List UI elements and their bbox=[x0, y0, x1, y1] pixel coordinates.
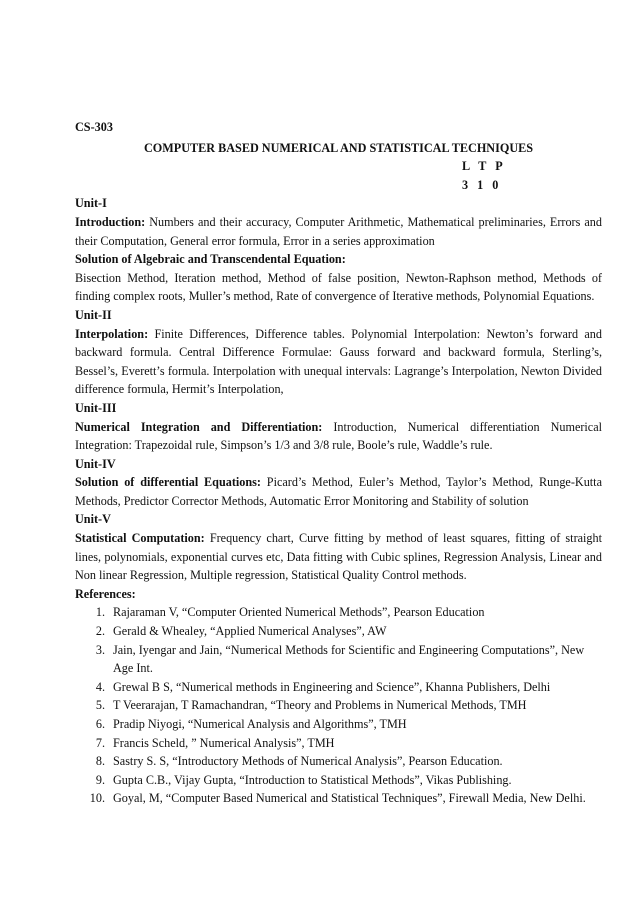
reference-number: 6. bbox=[95, 717, 105, 731]
reference-text: Goyal, M, “Computer Based Numerical and Statistical Techniques”, Firewall Media, New Delhi. bbox=[113, 791, 586, 806]
reference-item bbox=[75, 789, 602, 808]
reference-item bbox=[75, 678, 602, 697]
reference-number: 4. bbox=[95, 679, 105, 694]
topic-text: Introduction, Numerical differentiation Numerical Integration: Trapezoidal rule, Simpson’s 1/3 and 3/8 rule, Boole’s rule, Waddle’s rule. bbox=[75, 419, 602, 453]
references-heading: References: bbox=[75, 586, 136, 601]
unit-paragraph bbox=[75, 473, 602, 510]
topic-text: Frequency chart, Curve fitting by method of least squares, fitting of straight lines, polynomials, exponential curves etc, Data fitting with Cubic splines, Regression Analysis, Linear and Non linear Regression, Multiple regression, Statistical Quality Control methods. bbox=[75, 531, 602, 583]
unit-paragraph bbox=[75, 325, 602, 399]
reference-number: 2. bbox=[95, 624, 105, 639]
reference-item bbox=[75, 696, 602, 715]
topic-label: Statistical Computation: bbox=[75, 531, 205, 546]
topic-label: Interpolation: bbox=[75, 326, 149, 341]
reference-item bbox=[75, 734, 602, 753]
unit-subheading: Solution of Algebraic and Transcendental Equation: bbox=[75, 252, 346, 267]
reference-item bbox=[75, 715, 602, 734]
unit-heading: Unit-II bbox=[75, 307, 112, 322]
reference-number: 10. bbox=[89, 791, 105, 806]
unit-paragraph bbox=[75, 213, 602, 250]
unit-heading: Unit-I bbox=[75, 196, 107, 211]
unit-heading: Unit-III bbox=[75, 400, 117, 415]
topic-text: Finite Differences, Difference tables. Polynomial Interpolation: Newton’s forward and backward formula. Central Difference Formulae: Gauss forward and backward formula, Sterling’s, Bessel’s, Everett’s formula. Interpolation with unequal intervals: Lagrange’s Interpolation, Newton Divided difference formula, Hermit’s Interpolation, bbox=[75, 326, 602, 397]
topic-label: Introduction: bbox=[75, 214, 146, 229]
topic-text: Picard’s Method, Euler’s Method, Taylor’s Method, Runge-Kutta Methods, Predictor Corrector Methods, Automatic Error Monitoring and Stability of solution bbox=[75, 475, 602, 508]
ltp-values: 3 1 0 bbox=[462, 177, 499, 192]
course-title: COMPUTER BASED NUMERICAL AND STATISTICAL TECHNIQUES bbox=[143, 140, 534, 155]
unit-heading: Unit-IV bbox=[75, 456, 116, 471]
unit-heading: Unit-V bbox=[75, 512, 111, 527]
reference-number: 8. bbox=[95, 754, 105, 769]
reference-number: 5. bbox=[95, 698, 105, 713]
reference-item bbox=[75, 603, 602, 622]
unit-subtext: Bisection Method, Iteration method, Method of false position, Newton-Raphson method, Methods of finding complex roots, Muller’s method, Rate of convergence of Iterative methods, Polynomial Equations. bbox=[75, 270, 602, 304]
references-list bbox=[75, 603, 602, 808]
reference-text: Gupta C.B., Vijay Gupta, “Introduction to Statistical Methods”, Vikas Publishing. bbox=[113, 772, 512, 787]
reference-text: Rajaraman V, “Computer Oriented Numerical Methods”, Pearson Education bbox=[113, 605, 485, 620]
ltp-header: L T P bbox=[462, 159, 503, 174]
unit-paragraph bbox=[75, 418, 602, 455]
reference-text: Francis Scheld, ” Numerical Analysis”, TMH bbox=[113, 735, 335, 750]
reference-text: Grewal B S, “Numerical methods in Engineering and Science”, Khanna Publishers, Delhi bbox=[113, 679, 551, 694]
topic-text: Numbers and their accuracy, Computer Arithmetic, Mathematical preliminaries, Errors and their Computation, General error formula, Error in a series approximation bbox=[75, 214, 602, 248]
reference-text: Jain, Iyengar and Jain, “Numerical Methods for Scientific and Engineering Computations”, New Age Int. bbox=[113, 642, 585, 676]
reference-item bbox=[75, 752, 602, 771]
reference-item bbox=[75, 771, 602, 790]
reference-text: Sastry S. S, “Introductory Methods of Numerical Analysis”, Pearson Education. bbox=[113, 754, 503, 769]
reference-number: 7. bbox=[95, 735, 105, 750]
reference-text: Pradip Niyogi, “Numerical Analysis and Algorithms”, TMH bbox=[113, 717, 407, 731]
unit-paragraph bbox=[75, 529, 602, 585]
reference-text: Gerald & Whealey, “Applied Numerical Analyses”, AW bbox=[113, 624, 387, 639]
reference-number: 9. bbox=[95, 772, 105, 787]
topic-label: Solution of differential Equations: bbox=[75, 475, 261, 490]
reference-number: 3. bbox=[95, 642, 105, 657]
syllabus-page bbox=[75, 118, 602, 808]
reference-item bbox=[75, 641, 602, 678]
course-code: CS-303 bbox=[75, 120, 113, 134]
reference-text: T Veerarajan, T Ramachandran, “Theory and Problems in Numerical Methods, TMH bbox=[113, 698, 527, 713]
reference-item bbox=[75, 622, 602, 641]
reference-number: 1. bbox=[95, 605, 105, 620]
topic-label: Numerical Integration and Differentiation: bbox=[75, 419, 323, 434]
